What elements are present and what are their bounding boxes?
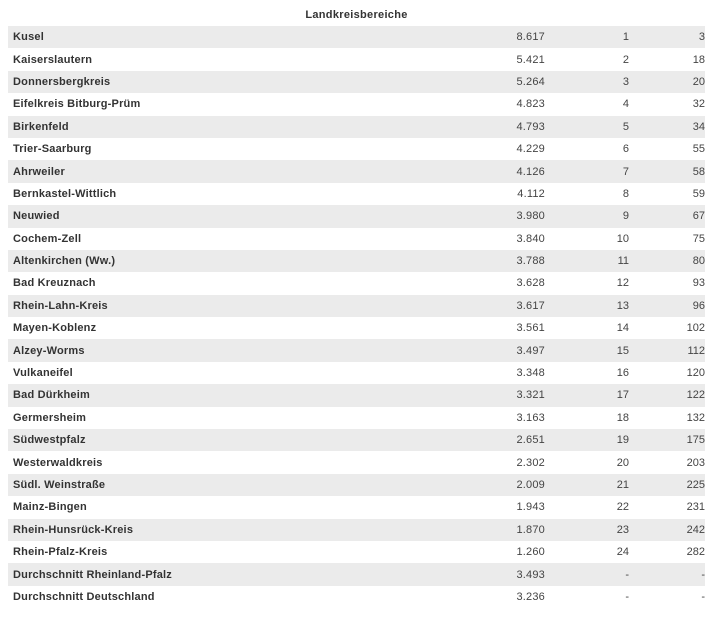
row-rank-rlp: 22 xyxy=(616,501,629,514)
row-name: Mayen-Koblenz xyxy=(13,322,97,335)
row-name: Durchschnitt Rheinland-Pfalz xyxy=(13,568,172,581)
row-value: 4.112 xyxy=(517,187,545,200)
row-name: Rhein-Hunsrück-Kreis xyxy=(13,523,134,536)
row-name: Bad Dürkheim xyxy=(13,389,90,402)
row-rank-rlp: 10 xyxy=(616,232,629,245)
row-rank-rlp: 21 xyxy=(616,479,629,491)
row-value: 5.264 xyxy=(516,75,545,88)
row-rank-de: - xyxy=(701,590,705,603)
row-rank-de: 58 xyxy=(692,165,705,178)
row-name: Bad Kreuznach xyxy=(13,277,96,290)
row-value: 1.870 xyxy=(516,523,545,536)
table-body xyxy=(8,26,705,608)
row-rank-de: 175 xyxy=(686,434,705,447)
row-name: Cochem-Zell xyxy=(13,232,82,245)
table-row xyxy=(8,339,705,361)
row-name: Durchschnitt Deutschland xyxy=(13,590,155,603)
row-rank-de: 225 xyxy=(686,479,705,491)
table-row xyxy=(8,474,705,496)
row-name: Rhein-Lahn-Kreis xyxy=(13,299,108,312)
table-row xyxy=(8,586,705,608)
row-value: 2.009 xyxy=(516,479,545,491)
row-rank-rlp: 17 xyxy=(616,389,629,402)
row-rank-rlp: 14 xyxy=(616,322,629,335)
row-name: Kusel xyxy=(13,31,44,44)
row-rank-de: 32 xyxy=(692,98,705,111)
table-row xyxy=(8,519,705,541)
row-rank-rlp: 1 xyxy=(622,31,629,44)
row-value: 4.793 xyxy=(516,120,545,133)
row-rank-rlp: 13 xyxy=(616,299,629,312)
row-rank-rlp: 24 xyxy=(616,546,629,559)
row-rank-rlp: 8 xyxy=(622,187,629,200)
row-value: 3.561 xyxy=(516,322,545,335)
table-row xyxy=(8,451,705,473)
row-value: 4.823 xyxy=(516,98,545,111)
table-row xyxy=(8,205,705,227)
row-value: 1.943 xyxy=(516,501,545,514)
row-rank-de: 203 xyxy=(686,456,705,469)
row-value: 3.617 xyxy=(516,299,545,312)
row-rank-de: 231 xyxy=(686,501,705,514)
row-value: 3.840 xyxy=(516,232,545,245)
table-row xyxy=(8,250,705,272)
row-rank-de: 96 xyxy=(692,299,705,312)
row-value: 3.348 xyxy=(516,367,545,380)
row-value: 3.980 xyxy=(516,210,545,223)
row-rank-rlp: 2 xyxy=(622,53,629,66)
row-rank-rlp: 15 xyxy=(616,344,629,357)
row-rank-de: 67 xyxy=(692,210,705,223)
row-rank-rlp: 18 xyxy=(616,411,629,424)
row-name: Donnersbergkreis xyxy=(13,75,111,88)
row-rank-de: 242 xyxy=(686,523,705,536)
table-row xyxy=(8,362,705,384)
row-value: 8.617 xyxy=(516,31,545,44)
row-name: Südwestpfalz xyxy=(13,434,86,447)
row-value: 3.321 xyxy=(516,389,545,402)
row-name: Trier-Saarburg xyxy=(13,143,92,156)
table-row xyxy=(8,317,705,339)
row-rank-de: 120 xyxy=(686,367,705,380)
row-name: Alzey-Worms xyxy=(13,344,85,357)
table-row xyxy=(8,48,705,70)
row-rank-rlp: 19 xyxy=(616,434,629,447)
table-row xyxy=(8,228,705,250)
row-value: 2.651 xyxy=(516,434,545,447)
table-row xyxy=(8,541,705,563)
table-row xyxy=(8,71,705,93)
row-rank-de: 20 xyxy=(692,75,705,88)
row-rank-rlp: 7 xyxy=(622,165,629,178)
row-rank-de: 112 xyxy=(687,344,705,357)
row-name: Birkenfeld xyxy=(13,120,69,133)
row-rank-de: 55 xyxy=(692,143,705,156)
row-name: Neuwied xyxy=(13,210,60,223)
row-name: Mainz-Bingen xyxy=(13,501,87,514)
row-rank-de: 3 xyxy=(698,31,705,44)
row-rank-de: 102 xyxy=(686,322,705,335)
table-row xyxy=(8,160,705,182)
row-name: Kaiserslautern xyxy=(13,53,93,66)
row-rank-de: 18 xyxy=(692,53,705,66)
table-row xyxy=(8,384,705,406)
row-value: 1.260 xyxy=(516,546,545,559)
row-rank-rlp: 3 xyxy=(622,75,629,88)
row-name: Altenkirchen (Ww.) xyxy=(13,255,116,268)
row-rank-de: 122 xyxy=(686,389,705,402)
row-name: Vulkaneifel xyxy=(13,367,73,380)
row-value: 3.236 xyxy=(516,590,545,603)
row-rank-de: 93 xyxy=(692,277,705,290)
row-rank-rlp: 20 xyxy=(616,456,629,469)
row-rank-de: 282 xyxy=(686,546,705,559)
row-name: Bernkastel-Wittlich xyxy=(13,187,117,200)
table-title: Landkreisbereiche xyxy=(305,9,408,21)
table-row xyxy=(8,26,705,48)
row-rank-de: 80 xyxy=(692,255,705,268)
data-table xyxy=(8,4,705,608)
table-row xyxy=(8,429,705,451)
row-value: 3.163 xyxy=(516,411,545,424)
table-row xyxy=(8,272,705,294)
row-value: 3.497 xyxy=(516,344,545,357)
row-value: 5.421 xyxy=(516,53,545,66)
row-value: 2.302 xyxy=(516,456,545,469)
row-name: Westerwaldkreis xyxy=(13,456,103,469)
table-row xyxy=(8,93,705,115)
row-rank-de: 75 xyxy=(692,232,705,245)
row-name: Rhein-Pfalz-Kreis xyxy=(13,546,108,559)
table-row xyxy=(8,407,705,429)
row-name: Eifelkreis Bitburg-Prüm xyxy=(13,98,141,111)
row-value: 3.493 xyxy=(516,568,545,581)
row-rank-rlp: 12 xyxy=(616,277,629,290)
row-value: 3.788 xyxy=(516,255,545,268)
row-name: Germersheim xyxy=(13,411,87,424)
row-rank-rlp: 11 xyxy=(617,255,629,268)
row-name: Südl. Weinstraße xyxy=(13,479,106,491)
row-rank-rlp: 23 xyxy=(616,523,629,536)
row-rank-rlp: - xyxy=(625,590,629,603)
row-rank-rlp: 6 xyxy=(622,143,629,156)
row-value: 3.628 xyxy=(516,277,545,290)
table-row xyxy=(8,295,705,317)
row-rank-de: 132 xyxy=(686,411,705,424)
table-row xyxy=(8,496,705,518)
row-rank-de: 34 xyxy=(692,120,705,133)
row-value: 4.229 xyxy=(516,143,545,156)
table-row xyxy=(8,563,705,585)
row-rank-rlp: 4 xyxy=(622,98,629,111)
table-row xyxy=(8,116,705,138)
row-rank-de: 59 xyxy=(692,187,705,200)
row-rank-rlp: 16 xyxy=(616,367,629,380)
row-name: Ahrweiler xyxy=(13,165,65,178)
row-rank-rlp: 5 xyxy=(622,120,629,133)
row-rank-rlp: - xyxy=(625,568,629,581)
table-row xyxy=(8,138,705,160)
row-value: 4.126 xyxy=(516,165,545,178)
table-row xyxy=(8,183,705,205)
row-rank-rlp: 9 xyxy=(622,210,629,223)
row-rank-de: - xyxy=(701,568,705,581)
